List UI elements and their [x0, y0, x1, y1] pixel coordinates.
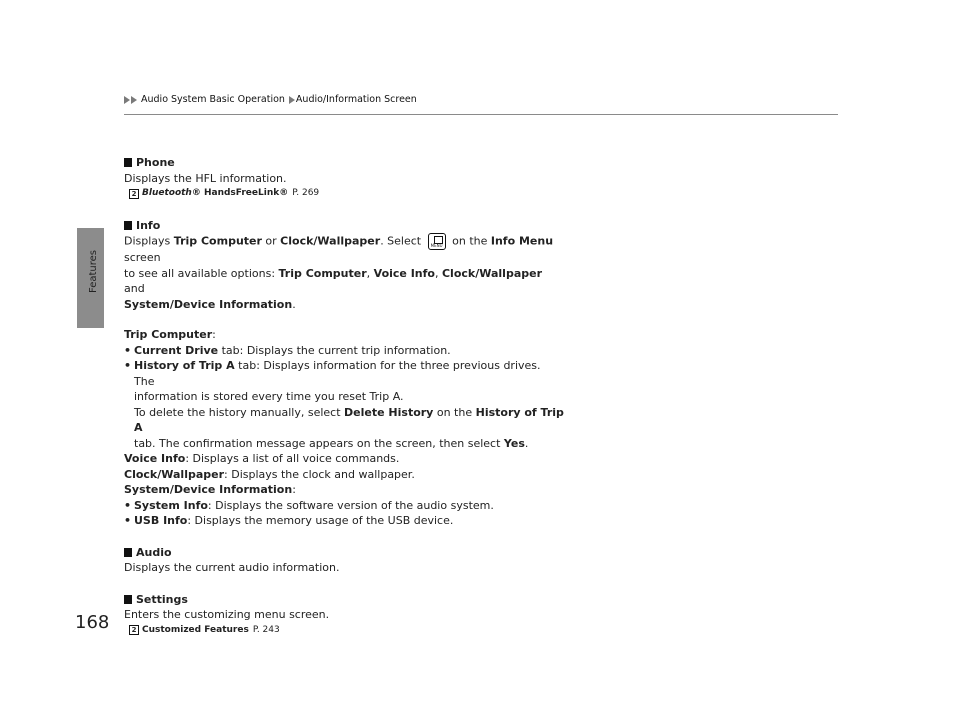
term-usb-info: USB Info — [134, 514, 188, 527]
info-line-1 — [124, 233, 564, 266]
text-span: tab: Displays information for the three previous drives. The — [134, 359, 541, 388]
term-info-menu: Info Menu — [490, 234, 554, 248]
bullet-history-trip-a — [124, 358, 564, 389]
settings-description: Enters the customizing menu screen. — [124, 608, 330, 621]
term-voice-info: Voice Info — [373, 266, 435, 280]
term-current-drive: Current Drive — [134, 343, 219, 357]
breadcrumb-arrow-icon — [131, 96, 137, 104]
bullet-usb-info — [124, 513, 564, 529]
audio-section — [124, 545, 564, 576]
text-span: : Displays the memory usage of the USB device. — [187, 514, 454, 527]
settings-section — [124, 592, 564, 639]
term-yes: Yes — [503, 436, 525, 450]
text-span: : Displays the clock and wallpaper. — [224, 467, 415, 481]
text-span: , — [366, 266, 374, 280]
breadcrumb — [124, 94, 417, 105]
voice-info-line — [124, 451, 564, 467]
text-span: to see all available options: — [124, 266, 279, 280]
info-section — [124, 218, 564, 529]
breadcrumb-current-page: Audio/Information Screen — [295, 94, 417, 105]
breadcrumb-link-audio-system[interactable]: Audio System Basic Operation — [141, 94, 285, 105]
clock-wallpaper-line — [124, 467, 564, 483]
square-bullet-icon — [124, 548, 132, 557]
term-history-trip-a: History of Trip A — [134, 359, 235, 372]
info-heading — [124, 218, 564, 234]
phone-section — [124, 155, 564, 202]
info-line-3 — [124, 297, 564, 313]
term-trip-computer: Trip Computer — [173, 234, 262, 248]
spacer — [124, 312, 564, 327]
ref-page-number: P. 269 — [292, 188, 320, 198]
system-device-label — [124, 482, 564, 498]
info-heading-text: Info — [136, 218, 161, 232]
term-clock-wallpaper: Clock/Wallpaper — [280, 234, 381, 248]
audio-description: Displays the current audio information. — [124, 561, 340, 574]
bullet-dot-icon: • — [124, 343, 132, 357]
bullet-dot-icon: • — [124, 359, 132, 372]
breadcrumb-arrow-icon — [124, 96, 130, 104]
text-span: . — [292, 297, 296, 311]
text-span: : — [212, 328, 216, 341]
bullet-dot-icon: • — [124, 514, 132, 527]
text-span: or — [261, 234, 281, 248]
term-history-trip-a: History of Trip A — [134, 405, 564, 434]
phone-heading-text: Phone — [136, 156, 175, 169]
history-line-2: information is stored every time you reset Trip A. — [134, 390, 404, 403]
phone-description: Displays the HFL information. — [124, 171, 287, 185]
term-trip-computer: Trip Computer — [278, 266, 367, 280]
square-bullet-icon — [124, 221, 132, 230]
term-system-device-info: System/Device Information — [124, 483, 293, 496]
text-span: on the — [433, 405, 476, 419]
audio-heading — [124, 545, 564, 561]
ref-text: ® HandsFreeLink® — [191, 188, 289, 198]
square-bullet-icon — [124, 595, 132, 604]
bullet-system-info — [124, 498, 564, 514]
menu-button-icon — [428, 233, 446, 250]
bullet-dot-icon: • — [124, 498, 132, 512]
history-line-4 — [124, 436, 564, 452]
customized-features-link[interactable] — [129, 623, 564, 639]
main-content — [124, 155, 564, 654]
text-span: tab. The confirmation message appears on the screen, then select — [134, 436, 504, 450]
phone-heading — [124, 155, 564, 171]
audio-heading-text: Audio — [136, 545, 172, 559]
text-span: : Displays a list of all voice commands. — [185, 452, 400, 465]
text-span: and — [124, 282, 145, 295]
text-span: : Displays the software version of the audio system. — [207, 498, 494, 512]
ref-italic-text: Bluetooth — [142, 188, 192, 198]
reference-arrow-icon: 2 — [129, 189, 139, 199]
term-voice-info: Voice Info — [124, 452, 186, 465]
ref-page-number: P. 243 — [252, 624, 280, 635]
menu-icon-label: MENU — [430, 243, 443, 248]
text-span: . Select — [380, 234, 422, 248]
settings-heading-text: Settings — [136, 592, 188, 606]
bluetooth-reference-link[interactable] — [129, 186, 564, 202]
settings-heading — [124, 592, 564, 608]
text-span: To delete the history manually, select — [134, 405, 345, 419]
text-span: . — [524, 436, 529, 450]
term-system-info: System Info — [134, 498, 208, 512]
term-trip-computer: Trip Computer — [124, 328, 213, 341]
text-span: screen — [124, 251, 161, 264]
text-span: Displays — [124, 234, 174, 248]
text-span: on the — [452, 234, 491, 248]
text-span: , — [434, 266, 442, 280]
header-rule — [124, 114, 838, 115]
trip-computer-label — [124, 327, 564, 343]
text-span: : — [292, 483, 296, 496]
history-line-3 — [124, 405, 564, 436]
term-system-device-info: System/Device Information — [124, 297, 293, 311]
reference-arrow-icon: 2 — [129, 625, 139, 635]
bullet-current-drive — [124, 343, 564, 359]
info-line-2 — [124, 266, 564, 297]
term-delete-history: Delete History — [344, 405, 434, 419]
ref-text: Customized Features — [142, 624, 249, 635]
text-span: tab: Displays the current trip information. — [218, 343, 451, 357]
term-clock-wallpaper: Clock/Wallpaper — [441, 266, 542, 280]
term-clock-wallpaper: Clock/Wallpaper — [124, 467, 225, 481]
square-bullet-icon — [124, 158, 132, 167]
breadcrumb-arrow-icon — [289, 96, 295, 104]
section-side-label: Features — [88, 250, 99, 293]
page-number: 168 — [75, 612, 110, 633]
